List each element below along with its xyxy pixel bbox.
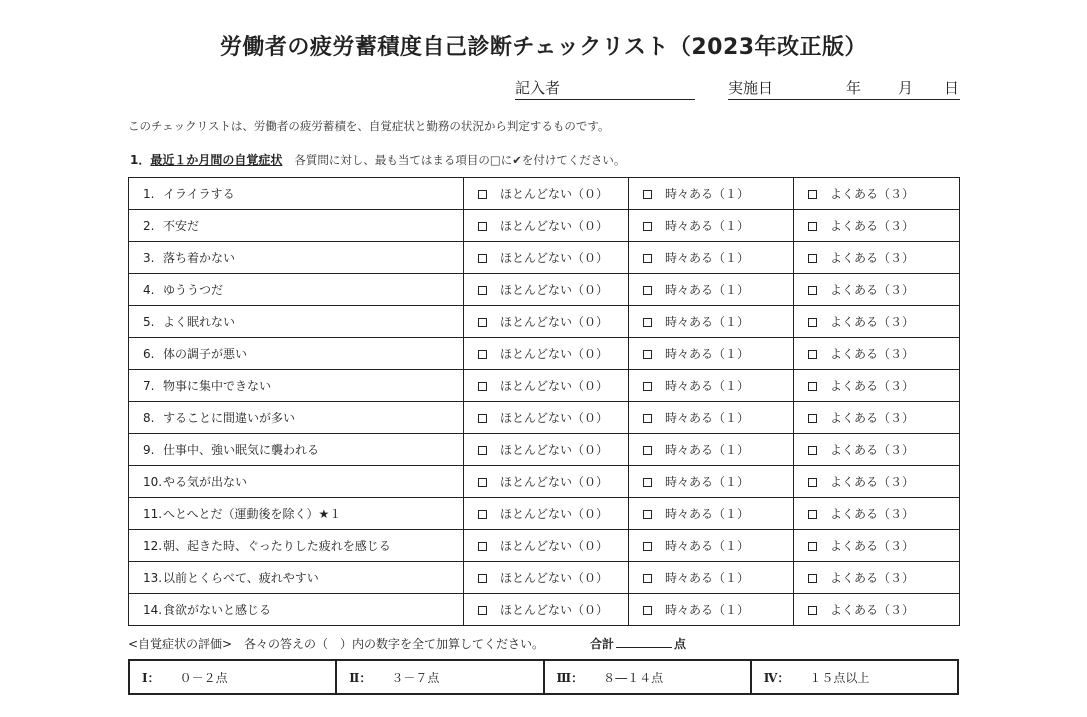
- answer-option[interactable]: [629, 306, 794, 338]
- question-cell: [129, 306, 464, 338]
- total-blank[interactable]: [616, 635, 672, 648]
- checkbox[interactable]: [643, 446, 652, 455]
- question-row: [129, 338, 960, 370]
- question-text: 不安だ: [163, 219, 200, 233]
- checkbox[interactable]: [478, 446, 487, 455]
- question-cell: [129, 530, 464, 562]
- checkbox[interactable]: [478, 222, 487, 231]
- level-range: ８―１４点: [603, 670, 664, 685]
- level-label: Ⅱ：: [349, 670, 372, 685]
- question-number: 14.: [143, 603, 163, 617]
- answer-option-label: ほとんどない（０）: [500, 475, 609, 489]
- question-number: 1.: [143, 187, 155, 201]
- checkbox[interactable]: [808, 382, 817, 391]
- level-range: ３－７点: [391, 670, 440, 685]
- checkbox[interactable]: [643, 286, 652, 295]
- answer-option-label: よくある（３）: [830, 539, 915, 553]
- checkbox[interactable]: [808, 286, 817, 295]
- answer-option[interactable]: [629, 402, 794, 434]
- level-cell: [129, 660, 336, 694]
- question-text: ゆううつだ: [163, 283, 224, 297]
- question-text: 以前とくらべて、疲れやすい: [163, 571, 319, 585]
- answer-option[interactable]: [464, 594, 629, 626]
- checkbox[interactable]: [478, 510, 487, 519]
- intro-text: このチェックリストは、労働者の疲労蓄積を、自覚症状と勤務の状況から判定するものです。: [128, 119, 610, 133]
- checkbox[interactable]: [808, 350, 817, 359]
- question-number: 3.: [143, 251, 155, 265]
- question-number: 11.: [143, 507, 163, 521]
- checkbox[interactable]: [808, 318, 817, 327]
- answer-option[interactable]: [464, 530, 629, 562]
- question-cell: [129, 210, 464, 242]
- answer-option-label: ほとんどない（０）: [500, 379, 609, 393]
- answer-option[interactable]: [629, 210, 794, 242]
- answer-option[interactable]: [629, 338, 794, 370]
- checkbox[interactable]: [808, 222, 817, 231]
- question-text: 朝、起きた時、ぐったりした疲れを感じる: [163, 539, 391, 553]
- answer-option-label: 時々ある（１）: [665, 539, 750, 553]
- checkbox[interactable]: [808, 446, 817, 455]
- recorder-label: 記入者: [515, 79, 561, 97]
- checkbox[interactable]: [643, 190, 652, 199]
- answer-option[interactable]: [794, 562, 960, 594]
- question-cell: [129, 178, 464, 210]
- question-row: [129, 498, 960, 530]
- checkbox[interactable]: [808, 606, 817, 615]
- checkbox[interactable]: [808, 542, 817, 551]
- answer-option[interactable]: [464, 562, 629, 594]
- point-label: 点: [674, 637, 687, 651]
- level-cell: [336, 660, 543, 694]
- checkbox[interactable]: [643, 606, 652, 615]
- checkbox[interactable]: [478, 254, 487, 263]
- level-label: Ⅰ：: [142, 670, 160, 685]
- date-field[interactable]: [728, 77, 960, 100]
- answer-option-label: よくある（３）: [830, 443, 915, 457]
- question-cell: [129, 466, 464, 498]
- answer-option[interactable]: [629, 434, 794, 466]
- question-cell: [129, 498, 464, 530]
- question-number: 4.: [143, 283, 155, 297]
- answer-option[interactable]: [794, 338, 960, 370]
- answer-option-label: よくある（３）: [830, 475, 915, 489]
- checkbox[interactable]: [643, 542, 652, 551]
- answer-option[interactable]: [464, 466, 629, 498]
- checkbox[interactable]: [643, 414, 652, 423]
- evaluation-label: <自覚症状の評価>: [128, 637, 233, 651]
- answer-option-label: ほとんどない（０）: [500, 347, 609, 361]
- section-number: 1．: [130, 153, 151, 167]
- answer-option-label: よくある（３）: [830, 219, 915, 233]
- checkbox[interactable]: [478, 574, 487, 583]
- answer-option[interactable]: [794, 274, 960, 306]
- question-number: 2.: [143, 219, 155, 233]
- question-text: 仕事中、強い眠気に襲われる: [163, 443, 320, 457]
- answer-option-label: ほとんどない（０）: [500, 411, 609, 425]
- question-row: [129, 370, 960, 402]
- answer-option[interactable]: [629, 466, 794, 498]
- question-row: [129, 274, 960, 306]
- answer-option-label: 時々ある（１）: [665, 283, 750, 297]
- answer-option-label: ほとんどない（０）: [500, 187, 609, 201]
- level-label: Ⅲ：: [556, 670, 584, 685]
- answer-option[interactable]: [464, 402, 629, 434]
- question-cell: [129, 338, 464, 370]
- answer-option-label: よくある（３）: [830, 187, 915, 201]
- answer-option-label: 時々ある（１）: [665, 251, 750, 265]
- day-label: 日: [944, 79, 960, 97]
- question-row: [129, 594, 960, 626]
- checkbox[interactable]: [643, 510, 652, 519]
- answer-option[interactable]: [464, 178, 629, 210]
- section-1-heading: [130, 151, 625, 168]
- question-row: [129, 242, 960, 274]
- answer-option[interactable]: [629, 242, 794, 274]
- checkbox[interactable]: [478, 382, 487, 391]
- answer-option[interactable]: [629, 530, 794, 562]
- answer-option-label: ほとんどない（０）: [500, 283, 609, 297]
- checkbox[interactable]: [478, 414, 487, 423]
- answer-option[interactable]: [794, 434, 960, 466]
- answer-option[interactable]: [629, 594, 794, 626]
- answer-option-label: よくある（３）: [830, 603, 915, 617]
- answer-option-label: 時々ある（１）: [665, 315, 750, 329]
- question-text: 体の調子が悪い: [163, 347, 248, 361]
- answer-option[interactable]: [794, 242, 960, 274]
- answer-option-label: ほとんどない（０）: [500, 219, 609, 233]
- answer-option[interactable]: [464, 498, 629, 530]
- answer-option[interactable]: [794, 402, 960, 434]
- checkbox[interactable]: [643, 574, 652, 583]
- question-row: [129, 178, 960, 210]
- checkbox[interactable]: [643, 350, 652, 359]
- total-field[interactable]: [590, 635, 686, 652]
- total-label: 合計: [590, 637, 615, 651]
- answer-option-label: 時々ある（１）: [665, 187, 750, 201]
- checkbox[interactable]: [643, 222, 652, 231]
- answer-option[interactable]: [464, 210, 629, 242]
- level-label: Ⅳ：: [763, 670, 790, 685]
- answer-option-label: 時々ある（１）: [665, 475, 750, 489]
- question-number: 5.: [143, 315, 155, 329]
- question-cell: [129, 242, 464, 274]
- answer-option[interactable]: [464, 306, 629, 338]
- checkbox[interactable]: [808, 254, 817, 263]
- checkbox[interactable]: [478, 350, 487, 359]
- answer-option[interactable]: [794, 370, 960, 402]
- checkbox[interactable]: [808, 190, 817, 199]
- question-number: 7.: [143, 379, 155, 393]
- answer-option[interactable]: [629, 274, 794, 306]
- answer-option-label: ほとんどない（０）: [500, 539, 609, 553]
- answer-option[interactable]: [794, 466, 960, 498]
- question-row: [129, 466, 960, 498]
- checkbox[interactable]: [478, 606, 487, 615]
- answer-option[interactable]: [629, 498, 794, 530]
- answer-option[interactable]: [794, 594, 960, 626]
- question-text: イライラする: [163, 187, 235, 201]
- level-cell: [751, 660, 958, 694]
- evaluation-line: [128, 635, 687, 652]
- question-number: 6.: [143, 347, 155, 361]
- checkbox[interactable]: [478, 478, 487, 487]
- answer-option[interactable]: [464, 338, 629, 370]
- question-row: [129, 402, 960, 434]
- level-cell: [544, 660, 751, 694]
- answer-option-label: よくある（３）: [830, 571, 915, 585]
- checkbox[interactable]: [478, 190, 487, 199]
- question-number: 13.: [143, 571, 163, 585]
- question-number: 10.: [143, 475, 163, 489]
- question-text: することに間違いが多い: [163, 411, 296, 425]
- year-label: 年: [846, 79, 862, 97]
- question-number: 9.: [143, 443, 155, 457]
- answer-option[interactable]: [629, 178, 794, 210]
- question-text: やる気が出ない: [163, 475, 248, 489]
- question-number: 12.: [143, 539, 163, 553]
- answer-option-label: よくある（３）: [830, 283, 915, 297]
- date-label: 実施日: [728, 79, 774, 97]
- answer-option-label: 時々ある（１）: [665, 443, 750, 457]
- answer-option-label: よくある（３）: [830, 411, 915, 425]
- checkbox[interactable]: [808, 510, 817, 519]
- checkbox[interactable]: [808, 574, 817, 583]
- answer-option[interactable]: [464, 434, 629, 466]
- month-label: 月: [898, 79, 914, 97]
- question-cell: [129, 370, 464, 402]
- evaluation-levels-table: [128, 659, 959, 695]
- question-row: [129, 306, 960, 338]
- level-range: ０－２点: [179, 670, 228, 685]
- recorder-field[interactable]: [515, 77, 695, 100]
- checkbox[interactable]: [478, 286, 487, 295]
- answer-option[interactable]: [464, 370, 629, 402]
- answer-option-label: ほとんどない（０）: [500, 443, 609, 457]
- question-text: 食欲がないと感じる: [163, 603, 272, 617]
- page-title: 労働者の疲労蓄積度自己診断チェックリスト（2023年改正版）: [219, 35, 868, 60]
- answer-option[interactable]: [794, 530, 960, 562]
- answer-option-label: ほとんどない（０）: [500, 315, 609, 329]
- answer-option-label: 時々ある（１）: [665, 603, 750, 617]
- answer-option[interactable]: [794, 306, 960, 338]
- answer-option[interactable]: [464, 274, 629, 306]
- answer-option[interactable]: [794, 210, 960, 242]
- question-row: [129, 562, 960, 594]
- answer-option-label: ほとんどない（０）: [500, 507, 609, 521]
- checkbox[interactable]: [808, 478, 817, 487]
- answer-option-label: 時々ある（１）: [665, 571, 750, 585]
- question-number: 8.: [143, 411, 155, 425]
- answer-option-label: 時々ある（１）: [665, 347, 750, 361]
- checkbox[interactable]: [643, 382, 652, 391]
- question-cell: [129, 274, 464, 306]
- question-text: 落ち着かない: [163, 251, 236, 265]
- question-text: 物事に集中できない: [163, 379, 272, 393]
- answer-option-label: よくある（３）: [830, 379, 915, 393]
- question-text: へとへとだ（運動後を除く）★１: [163, 507, 342, 521]
- answer-option-label: 時々ある（１）: [665, 219, 750, 233]
- section-title: 最近１か月間の自覚症状: [150, 153, 283, 167]
- question-cell: [129, 594, 464, 626]
- symptom-checklist-table: [128, 177, 960, 626]
- checkbox[interactable]: [478, 318, 487, 327]
- answer-option-label: よくある（３）: [830, 507, 915, 521]
- question-text: よく眠れない: [163, 315, 236, 329]
- question-cell: [129, 562, 464, 594]
- answer-option-label: よくある（３）: [830, 251, 915, 265]
- question-row: [129, 434, 960, 466]
- evaluation-instruction: 各々の答えの（ ）内の数字を全て加算してください。: [243, 637, 544, 651]
- answer-option-label: よくある（３）: [830, 315, 915, 329]
- section-instruction: 各質問に対し、最も当てはまる項目の□に✔を付けてください。: [294, 153, 626, 167]
- answer-option-label: よくある（３）: [830, 347, 915, 361]
- checkbox[interactable]: [643, 318, 652, 327]
- checkbox[interactable]: [808, 414, 817, 423]
- answer-option-label: 時々ある（１）: [665, 379, 750, 393]
- answer-option-label: ほとんどない（０）: [500, 251, 609, 265]
- checkbox[interactable]: [643, 478, 652, 487]
- checkbox[interactable]: [643, 254, 652, 263]
- level-range: １５点以上: [809, 670, 870, 685]
- question-row: [129, 210, 960, 242]
- answer-option-label: ほとんどない（０）: [500, 603, 609, 617]
- answer-option[interactable]: [464, 242, 629, 274]
- answer-option-label: 時々ある（１）: [665, 411, 750, 425]
- answer-option-label: ほとんどない（０）: [500, 571, 609, 585]
- answer-option[interactable]: [629, 562, 794, 594]
- answer-option[interactable]: [794, 178, 960, 210]
- question-cell: [129, 402, 464, 434]
- answer-option[interactable]: [794, 498, 960, 530]
- answer-option[interactable]: [629, 370, 794, 402]
- question-row: [129, 530, 960, 562]
- question-cell: [129, 434, 464, 466]
- checkbox[interactable]: [478, 542, 487, 551]
- answer-option-label: 時々ある（１）: [665, 507, 750, 521]
